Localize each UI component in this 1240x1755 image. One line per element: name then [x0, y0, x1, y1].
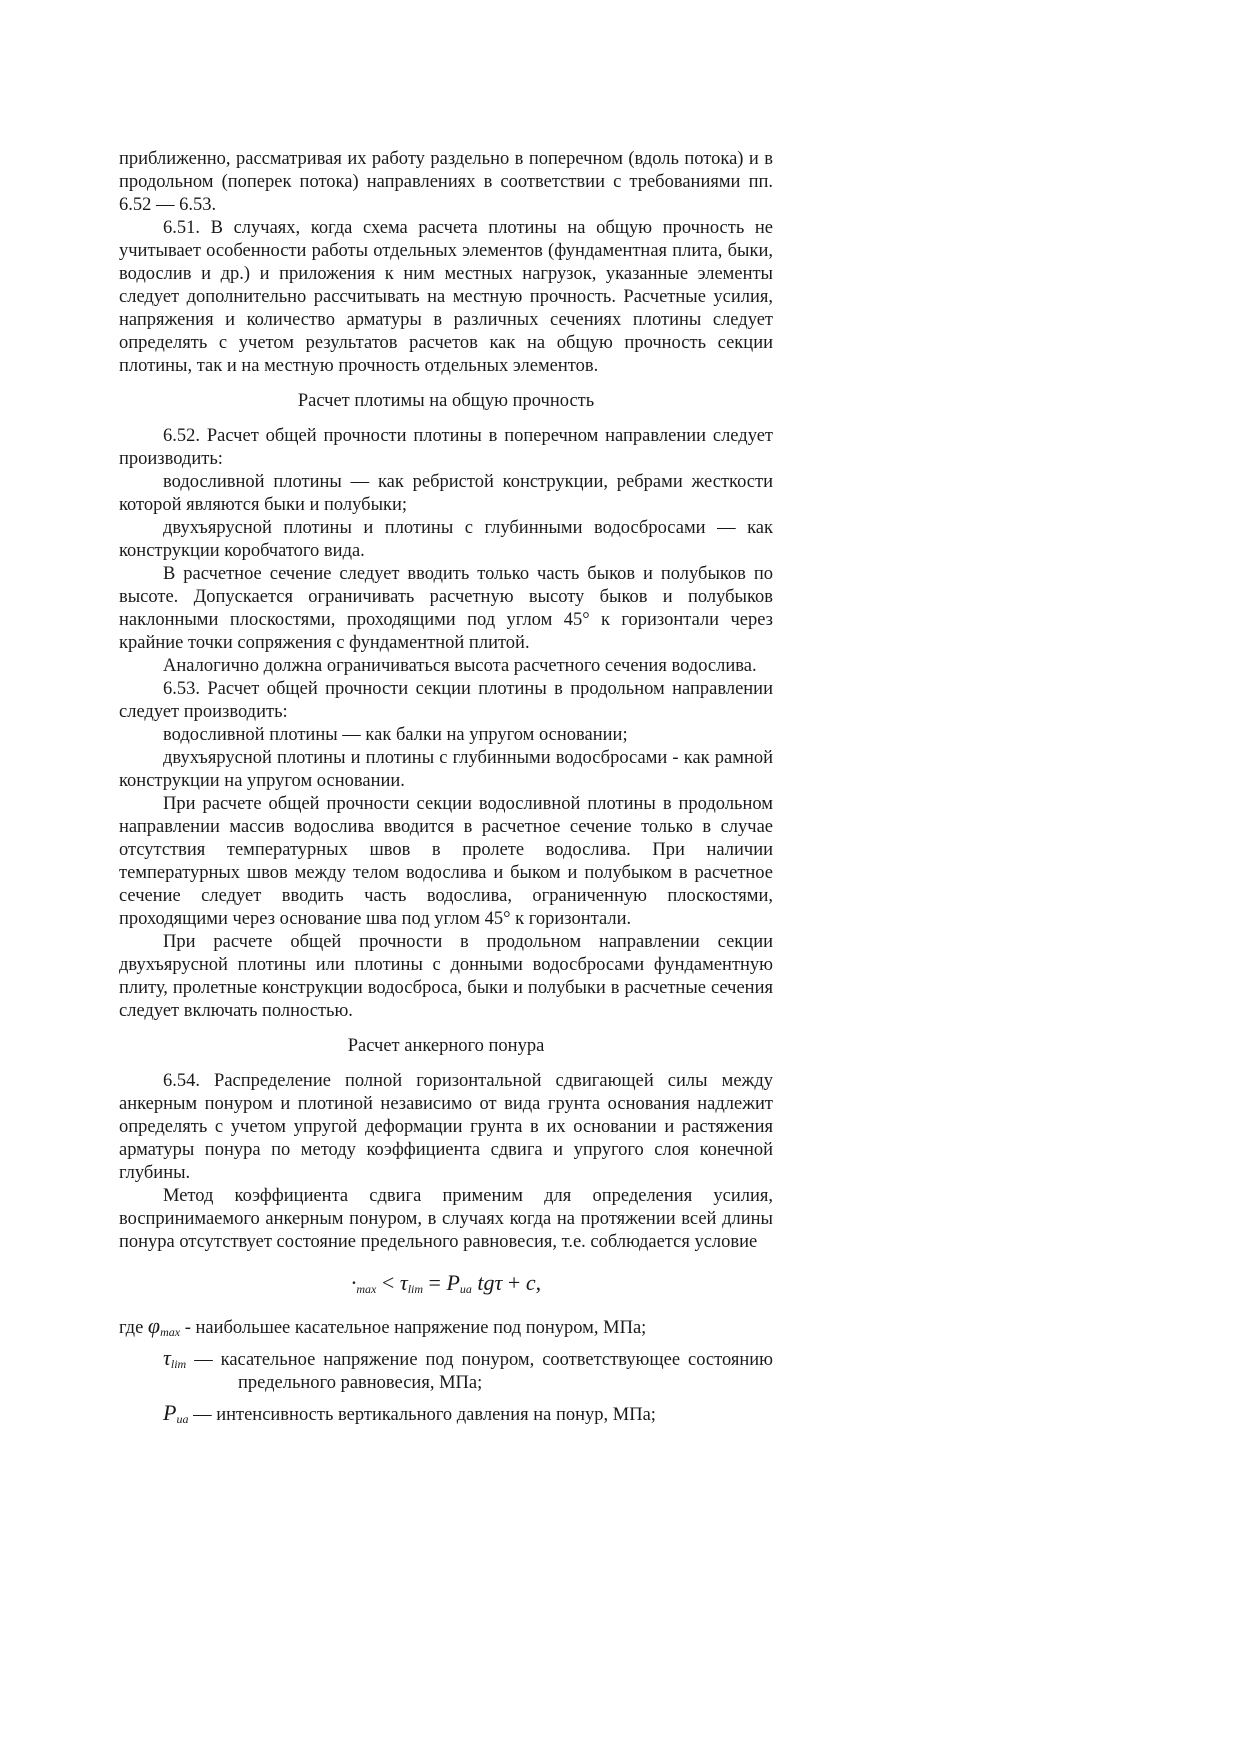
paragraph: приближенно, рассматривая их работу раздельно в поперечном (вдоль потока) и в продольном (поперек потока) направлениях в соответствии с требованиями пп. 6.52 — 6.53.: [119, 149, 773, 215]
paragraph-6-51: 6.51. В случаях, когда схема расчета плотины на общую прочность не учитывает особенности работы отдельных элементов (фундаментная плита, быки, водослив и др.) и приложения к ним местных нагрузок, указанные элементы следует дополнительно рассчитывать на местную прочность. Расчетные усилия, напряжения и количество арматуры в различных сечениях плотины следует определять с учетом результатов расчетов как на общую прочность секции плотины, так и на местную прочность отдельных элементов.: [119, 218, 773, 376]
paragraph: Метод коэффициента сдвига применим для определения усилия, воспринимаемого анкерным понуром, в случаях когда на протяжении всей длины понура отсутствует состояние предельного равновесия, т.е. соблюдается условие: [119, 1186, 773, 1252]
definition-text: — касательное напряжение под понуром, соответствующее состоянию предельного равновесия, МПа;: [194, 1350, 773, 1393]
paragraph: двухъярусной плотины и плотины с глубинными водосбросами — как конструкции коробчатого вида.: [119, 518, 773, 561]
symbol-subscript: ua: [176, 1412, 189, 1426]
paragraph: В расчетное сечение следует вводить только часть быков и полубыков по высоте. Допускается ограничивать расчетную высоту быков и полубыков наклонными плоскостями, проходящими под углом 45° к горизонтали через крайние точки сопряжения с фундаментной плитой.: [119, 564, 773, 653]
formula-term: c: [525, 1270, 536, 1295]
paragraph-6-52: 6.52. Расчет общей прочности плотины в поперечном направлении следует производить:: [119, 426, 773, 469]
paragraph-6-53: 6.53. Расчет общей прочности секции плотины в продольном направлении следует производить:: [119, 679, 773, 722]
symbol-p: P: [163, 1400, 177, 1425]
paragraph: При расчете общей прочности в продольном направлении секции двухъярусной плотины или плотины с донными водосбросами фундаментную плиту, пролетные конструкции водосброса, быки и полубыки в расчетные сечения следует включать полностью.: [119, 932, 773, 1021]
definition-text: - наибольшее касательное напряжение под понуром, МПа;: [184, 1318, 647, 1338]
formula-operator: +: [507, 1270, 521, 1295]
definition-p: [119, 1401, 773, 1427]
section-heading-anchor-apron: Расчет анкерного понура: [347, 1036, 545, 1056]
paragraph-6-54: 6.54. Распределение полной горизонтальной сдвигающей силы между анкерным понуром и плотиной независимо от вида грунта основания надлежит определять с учетом упругой деформации грунта в их основании и растяжения арматуры понура по методу коэффициента сдвига и упругого слоя конечной глубины.: [119, 1071, 773, 1183]
formula: [119, 1268, 773, 1298]
formula-subscript: lim: [407, 1282, 424, 1296]
formula-operator: =: [428, 1270, 441, 1295]
definition-phi: [119, 1314, 773, 1340]
formula-term: tg: [477, 1270, 495, 1295]
definition-tau: [119, 1346, 773, 1395]
formula-operator: <: [381, 1270, 395, 1295]
formula-term: τ: [494, 1270, 503, 1295]
where-label: где: [119, 1318, 144, 1338]
formula-punctuation: ,: [535, 1270, 542, 1295]
paragraph: При расчете общей прочности секции водосливной плотины в продольном направлении массив водослива вводится в расчетное сечение только в случае отсутствия температурных швов в пролете водослива. При наличии температурных швов между телом водослива и быком и полубыком в расчетное сечение следует вводить часть водослива, ограниченную плоскостями, проходящими через основание шва под углом 45° к горизонтали.: [119, 794, 773, 929]
formula-subscript: max: [356, 1282, 377, 1296]
paragraph: Аналогично должна ограничиваться высота расчетного сечения водослива.: [163, 656, 757, 676]
paragraph: водосливной плотины — как ребристой конструкции, ребрами жесткости которой являются быки и полубыки;: [119, 472, 773, 515]
symbol-subscript: max: [160, 1325, 181, 1339]
document-page: [119, 148, 773, 1427]
symbol-phi: φ: [147, 1313, 161, 1338]
symbol-tau: τ: [163, 1345, 171, 1370]
formula-term: P: [446, 1270, 460, 1295]
paragraph: двухъярусной плотины и плотины с глубинными водосбросами - как рамной конструкции на упругом основании.: [119, 748, 773, 791]
formula-subscript: ua: [459, 1282, 472, 1296]
section-heading-general-strength: Расчет плотимы на общую прочность: [297, 391, 595, 411]
definition-text: — интенсивность вертикального давления на понур, МПа;: [193, 1405, 656, 1425]
formula-term: ·: [350, 1270, 357, 1295]
symbol-subscript: lim: [170, 1357, 187, 1371]
formula-term: τ: [399, 1270, 408, 1295]
paragraph: водосливной плотины — как балки на упругом основании;: [163, 725, 628, 745]
